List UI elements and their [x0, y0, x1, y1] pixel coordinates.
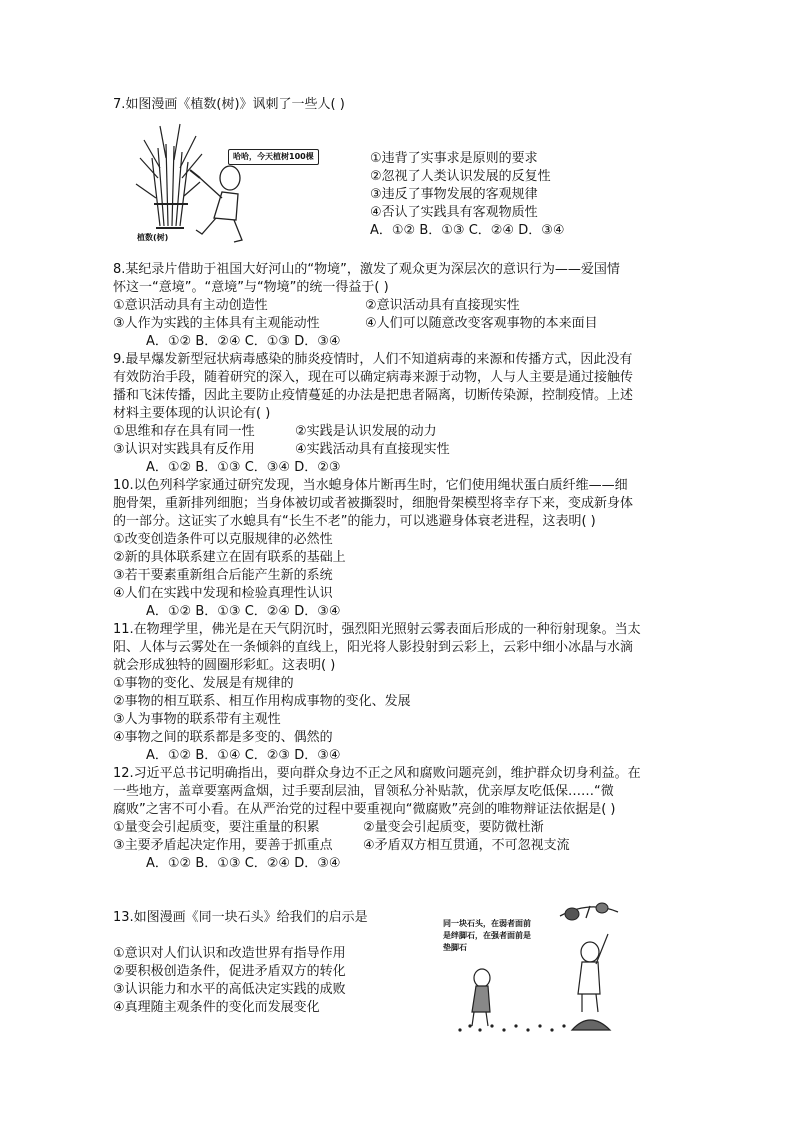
- q7-option-3: ③违反了事物发展的客观规律: [370, 187, 538, 202]
- q8-stem-line-1: 8.某纪录片借助于祖国大好河山的“物境”，激发了观众更为深层次的意识行为——爱国情: [113, 262, 620, 277]
- q11-option-3: ③人为事物的联系带有主观性: [113, 712, 281, 727]
- q13-option-4: ④真理随主观条件的变化而发展变化: [113, 1000, 320, 1015]
- q13-stem: 13.如图漫画《同一块石头》给我们的启示是: [113, 910, 368, 925]
- q12-stem-line-2: 一些地方，盖章要塞两盒烟，过手要刮层油，冒领私分补贴款，优亲厚友吃低保……“微: [113, 784, 614, 799]
- q9-option-4: ④实践活动具有直接现实性: [295, 442, 450, 457]
- q11-stem-line-2: 阳、人体与云雾处在一条倾斜的直线上，阳光将人影投射到云彩上，云彩中细小冰晶与水滴: [113, 640, 634, 655]
- q9-option-3: ③认识对实践具有反作用: [113, 442, 255, 457]
- q8-option-4: ④人们可以随意改变客观事物的本来面目: [365, 316, 598, 331]
- q11-stem-line-3: 就会形成独特的圆圈形彩虹。这表明( ): [113, 658, 336, 673]
- tree-cartoon-illustration: [130, 118, 330, 246]
- q13-cartoon-caption: 同一块石头，在弱者面前 是绊脚石，在强者面前是 垫脚石: [443, 919, 531, 952]
- q9-option-2: ②实践是认识发展的动力: [295, 424, 437, 439]
- q7-option-4: ④否认了实践具有客观物质性: [370, 205, 538, 220]
- q10-stem-line-2: 胞骨架，重新排列细胞；当身体被切或者被撕裂时，细胞骨架模型将幸存下来，变成新身体: [113, 496, 634, 511]
- q8-option-1: ①意识活动具有主动创造性: [113, 298, 268, 313]
- q8-option-2: ②意识活动具有直接现实性: [365, 298, 520, 313]
- q8-stem-line-2: 怀这一“意境”。“意境”与“物境”的统一得益于( ): [113, 280, 389, 295]
- q9-stem-line-2: 有效防治手段，随着研究的深入，现在可以确定病毒来源于动物，人与人主要是通过接触传: [113, 370, 634, 385]
- q9-option-1: ①思维和存在具有同一性: [113, 424, 255, 439]
- q11-option-2: ②事物的相互联系、相互作用构成事物的变化、发展: [113, 694, 411, 709]
- stone-cartoon-illustration: [440, 898, 640, 1040]
- cartoon-caption: 植数(树): [137, 233, 169, 242]
- q11-stem-line-1: 11.在物理学里，佛光是在天气阴沉时，强烈阳光照射云雾表面后形成的一种衍射现象。当太: [113, 622, 641, 637]
- q8-option-3: ③人作为实践的主体具有主观能动性: [113, 316, 320, 331]
- q9-choices: A．①② B．①③ C．③④ D．②③: [146, 460, 341, 475]
- q9-stem-line-3: 播和飞沫传播，因此主要防止疫情蔓延的办法是把患者隔离，切断传染源，控制疫情。上述: [113, 388, 634, 403]
- q9-stem-line-1: 9.最早爆发新型冠状病毒感染的肺炎疫情时，人们不知道病毒的来源和传播方式，因此没有: [113, 352, 633, 367]
- q11-choices: A．①② B．①④ C．②③ D．③④: [146, 748, 341, 763]
- q7-stem: 7.如图漫画《植数(树)》讽刺了一些人( ): [113, 97, 345, 112]
- q9-stem-line-4: 材料主要体现的认识论有( ): [113, 406, 271, 421]
- q10-option-1: ①改变创造条件可以克服规律的必然性: [113, 532, 333, 547]
- q7-option-1: ①违背了实事求是原则的要求: [370, 151, 538, 166]
- q10-option-3: ③若干要素重新组合后能产生新的系统: [113, 568, 333, 583]
- q12-option-1: ①量变会引起质变，要注重量的积累: [113, 820, 320, 835]
- q10-choices: A．①② B．①③ C．②④ D．③④: [146, 604, 341, 619]
- q11-option-1: ①事物的变化、发展是有规律的: [113, 676, 294, 691]
- q10-option-4: ④人们在实践中发现和检验真理性认识: [113, 586, 333, 601]
- q13-option-1: ①意识对人们认识和改造世界有指导作用: [113, 946, 346, 961]
- q12-option-3: ③主要矛盾起决定作用，要善于抓重点: [113, 838, 333, 853]
- q10-stem-line-1: 10.以色列科学家通过研究发现，当水螅身体片断再生时，它们使用绳状蛋白质纤维——细: [113, 478, 628, 493]
- q12-stem-line-3: 腐败”之害不可小看。在从严治党的过程中要重视向“微腐败”亮剑的唯物辩证法依据是( ): [113, 802, 616, 817]
- q13-option-3: ③认识能力和水平的高低决定实践的成败: [113, 982, 346, 997]
- q13-option-2: ②要积极创造条件，促进矛盾双方的转化: [113, 964, 346, 979]
- q7-option-2: ②忽视了人类认识发展的反复性: [370, 169, 551, 184]
- q10-option-2: ②新的具体联系建立在固有联系的基础上: [113, 550, 346, 565]
- q12-stem-line-1: 12.习近平总书记明确指出，要向群众身边不正之风和腐败问题亮剑，维护群众切身利益。在: [113, 766, 641, 781]
- q8-choices: A．①② B．②④ C．①③ D．③④: [146, 334, 341, 349]
- q7-choices: A．①② B．①③ C．②④ D．③④: [370, 223, 565, 238]
- q12-choices: A．①② B．①③ C．②④ D．③④: [146, 856, 341, 871]
- q12-option-2: ②量变会引起质变，要防微杜渐: [363, 820, 544, 835]
- q12-option-4: ④矛盾双方相互贯通，不可忽视支流: [363, 838, 570, 853]
- q10-stem-line-3: 的一部分。这证实了水螅具有“长生不老”的能力，可以逃避身体衰老进程，这表明( ): [113, 514, 596, 529]
- speech-bubble: 哈哈，今天植树100棵: [228, 149, 319, 165]
- q11-option-4: ④事物之间的联系都是多变的、偶然的: [113, 730, 333, 745]
